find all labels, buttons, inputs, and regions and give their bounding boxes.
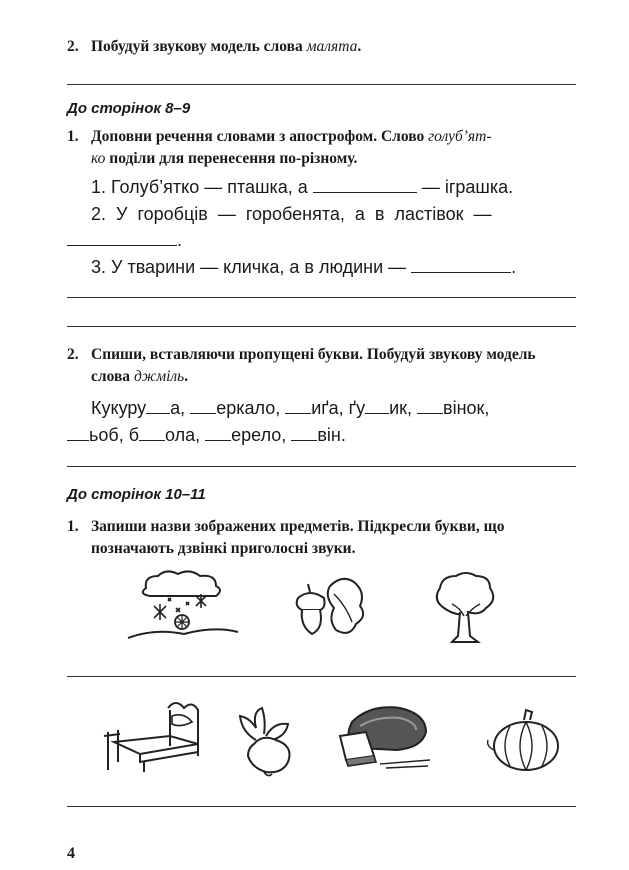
task-name-pictures [67,516,577,560]
exercise-line-3 [91,253,577,281]
tree-icon [430,570,500,646]
exercise-line-2-cont [67,226,553,254]
task-number: 1. [67,128,79,145]
word-fragment: ьоб, б [89,425,140,445]
task-word-a: голуб’ят- [428,128,492,145]
beet-icon [232,704,302,780]
blank-field[interactable] [313,178,417,193]
word-fragment: ик, [389,398,418,418]
line-text: — іграшка. [416,177,514,197]
task-text-b: поділи для перенесення по-різному. [105,150,358,167]
line-text: 3. У тварини — кличка, а в людини — [91,257,412,277]
word-fragment: вінок, [443,398,490,418]
answer-line[interactable] [67,676,576,677]
word-fragment: ерело, [231,425,292,445]
section-title-8-9: До сторінок 8–9 [67,100,191,117]
task-number: 2. [67,38,79,55]
exercise-line-2 [91,200,577,228]
task-text: Спиши, вставляючи пропущені букви. Побудуй звукову модель слова [91,346,536,385]
word-fragment: иґа, ґу [311,398,366,418]
word-fragment: а, [170,398,191,418]
blank-field[interactable] [285,399,311,414]
pumpkin-icon [484,706,564,778]
task-word: джміль [133,368,185,385]
blank-field[interactable] [291,426,317,441]
word-fragment: ола, [165,425,206,445]
snow-cloud-icon [124,568,242,650]
task-build-model-malyata [67,36,577,58]
blank-field[interactable] [67,426,89,441]
task-end: . [184,368,189,385]
line-text: 2. У горобців — горобенята, а в ластівок — [91,204,492,224]
page-number: 4 [67,845,75,862]
task-word-b: ко [91,150,106,167]
section-title-10-11: До сторінок 10–11 [67,486,206,503]
bed-icon [100,696,210,778]
task-insert-letters [67,344,577,388]
blank-field[interactable] [411,258,511,273]
answer-line[interactable] [67,466,576,467]
task-text: Побудуй звукову модель слова [91,38,307,55]
blank-field[interactable] [365,399,389,414]
word-fragment: він. [317,425,346,445]
answer-line[interactable] [67,806,576,807]
answer-line[interactable] [67,297,576,298]
blank-field[interactable] [417,399,443,414]
bread-icon [330,702,436,776]
blank-field[interactable] [205,426,231,441]
words-line-2 [67,421,553,449]
line-end: . [177,230,183,250]
task-text-a: Доповни речення словами з апострофом. Слово [91,128,429,145]
line-end: . [511,257,517,277]
word-fragment: еркало, [216,398,286,418]
task-number: 2. [67,346,79,363]
task-end: . [357,38,362,55]
line-text: 1. Голуб’ятко — пташка, а [91,177,313,197]
task-number: 1. [67,518,79,535]
blank-field[interactable] [190,399,216,414]
exercise-line-1 [91,173,577,201]
acorn-icon [290,572,370,646]
blank-field[interactable] [139,426,165,441]
answer-line[interactable] [67,326,576,327]
blank-field[interactable] [146,399,170,414]
task-apostrophe [67,126,577,170]
words-line-1 [91,394,577,422]
answer-line[interactable] [67,84,576,85]
blank-field[interactable] [67,231,177,246]
word-fragment: Кукуру [91,398,147,418]
task-word: малята [306,38,358,55]
task-text: Запиши назви зображених предметів. Підкресли букви, що позначають дзвінкі приголосні звуки. [91,518,505,557]
